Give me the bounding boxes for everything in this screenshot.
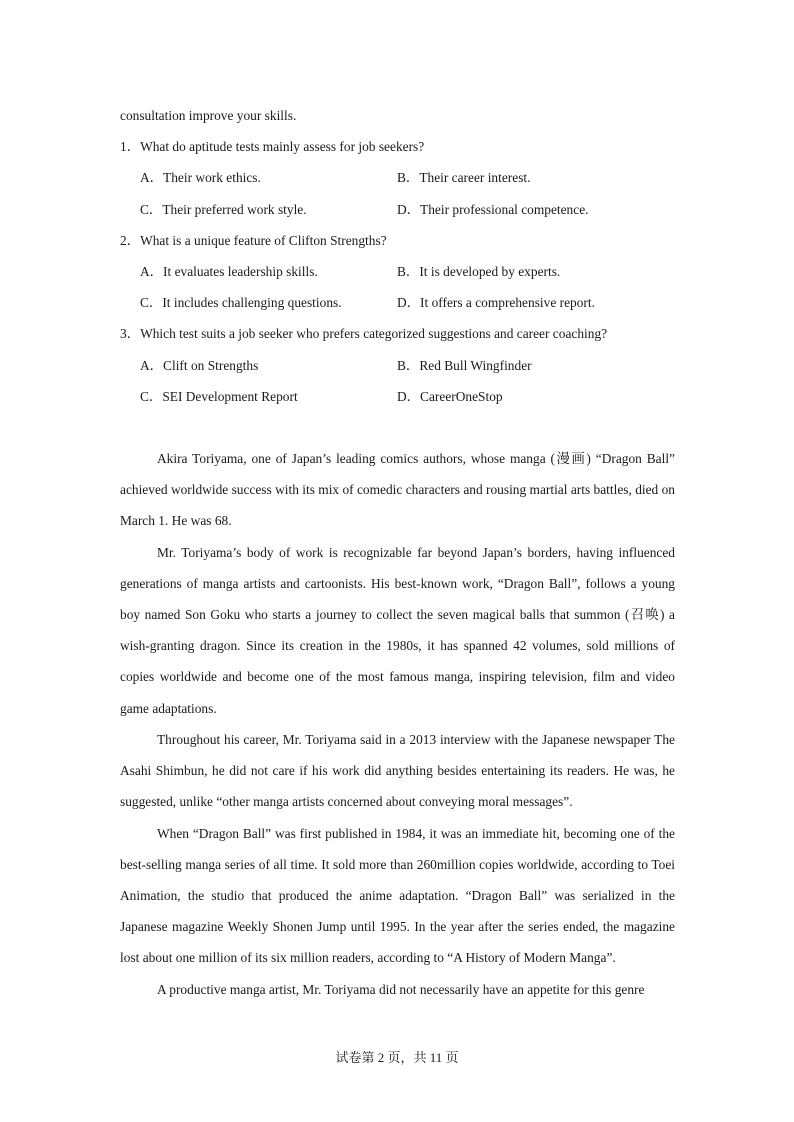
passage-paragraph-3: Throughout his career, Mr. Toriyama said in a 2013 interview with the Japanese newspaper The Asahi Shimbun, he did not care if his work did anything besides entertaining its readers. He was, he suggested, unlike “other manga artists concerned about conveying moral messages”.	[120, 731, 675, 810]
options-row-cd	[120, 194, 675, 225]
option-a: A．Their work ethics.	[140, 170, 261, 186]
option-a: A．It evaluates leadership skills.	[140, 263, 318, 279]
exam-page	[120, 100, 675, 1005]
option-c: C．It includes challenging questions.	[140, 295, 342, 311]
reading-passage	[120, 443, 675, 1005]
option-b: B．It is developed by experts.	[397, 263, 561, 279]
passage-paragraph-2: Mr. Toriyama’s body of work is recognizable far beyond Japan’s borders, having influenced generations of manga artists and cartoonists. His best-known work, “Dragon Ball”, follows a young boy named Son Goku who starts a journey to collect the seven magical balls that summon (召唤) a wish-granting dragon. Since its creation in the 1980s, it has spanned 42 volumes, sold millions of copies worldwide and become one of the most famous manga, inspiring television, film and video game adaptations.	[120, 544, 675, 716]
options-row-ab	[120, 350, 675, 381]
option-d: D．It offers a comprehensive report.	[397, 295, 595, 311]
option-c: C．SEI Development Report	[140, 388, 298, 404]
passage-paragraph-5: A productive manga artist, Mr. Toriyama did not necessarily have an appetite for this genre	[157, 981, 645, 997]
option-d: D．CareerOneStop	[397, 388, 503, 404]
option-b: B．Red Bull Wingfinder	[397, 357, 532, 373]
question-stem: 3．Which test suits a job seeker who prefers categorized suggestions and career coaching?	[120, 326, 608, 342]
passage-paragraph-4: When “Dragon Ball” was first published in 1984, it was an immediate hit, becoming one of the best-selling manga series of all time. It sold more than 260million copies worldwide, according to Toei Animation, the studio that produced the anime adaptation. “Dragon Ball” was serialized in the Japanese magazine Weekly Shonen Jump until 1995. In the year after the series ended, the magazine lost about one million of its six million readers, according to “A History of Modern Manga”.	[120, 825, 675, 966]
option-b: B．Their career interest.	[397, 170, 531, 186]
section-gap	[120, 412, 675, 443]
options-row-cd	[120, 381, 675, 412]
option-d: D．Their professional competence.	[397, 201, 589, 217]
question-stem: 1．What do aptitude tests mainly assess for job seekers?	[120, 139, 425, 155]
options-row-ab	[120, 256, 675, 287]
question-stem: 2．What is a unique feature of Clifton Strengths?	[120, 232, 387, 248]
question-3	[120, 318, 675, 412]
question-2	[120, 225, 675, 319]
options-row-ab	[120, 162, 675, 193]
passage-paragraph-1: Akira Toriyama, one of Japan’s leading comics authors, whose manga (漫画) “Dragon Ball” achieved worldwide success with its mix of comedic characters and rousing martial arts battles, died on March 1. He was 68.	[120, 451, 675, 529]
question-1	[120, 131, 675, 225]
option-c: C．Their preferred work style.	[140, 201, 307, 217]
option-a: A．Clift on Strengths	[140, 357, 259, 373]
intro-tail-text: consultation improve your skills.	[120, 108, 297, 123]
options-row-cd	[120, 287, 675, 318]
page-footer: 试卷第 2 页，共 11 页	[335, 1050, 459, 1065]
